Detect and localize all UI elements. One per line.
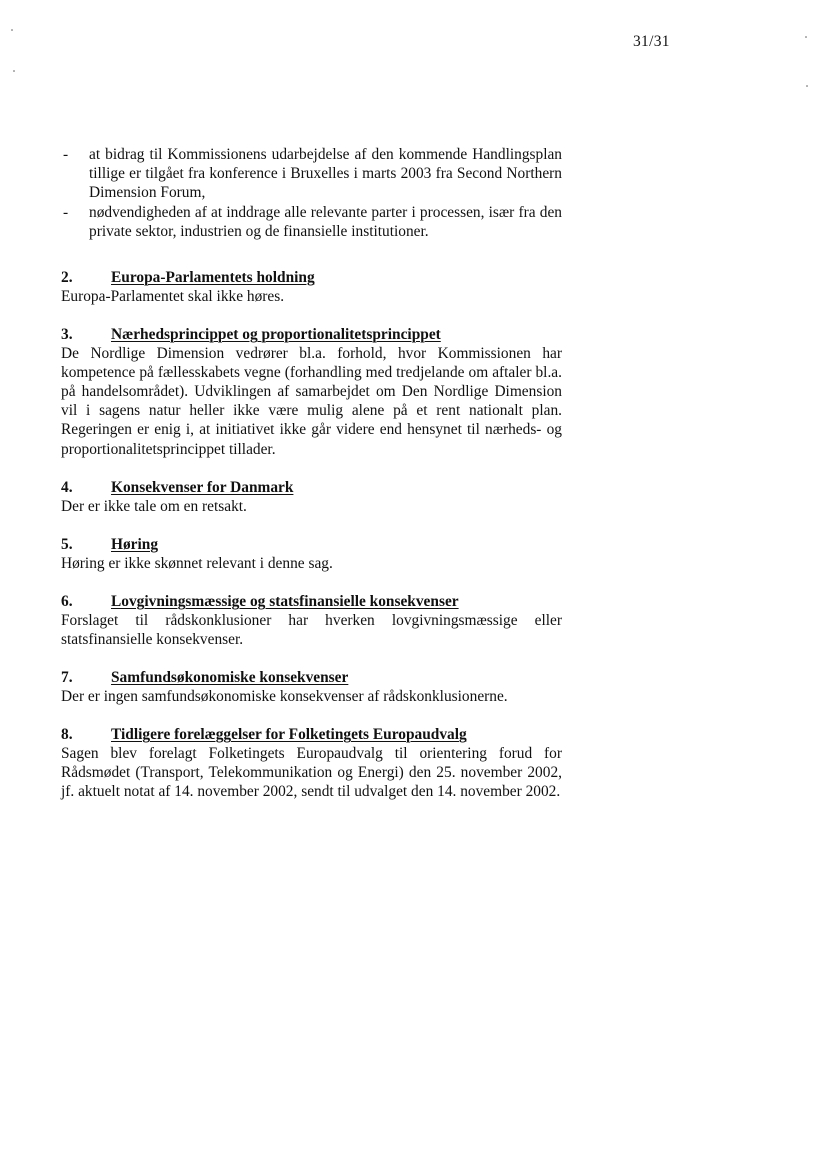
section-heading [61,478,562,497]
bullet-marker: - [63,146,69,163]
section-number: 5. [61,535,73,553]
scan-speck [806,85,808,87]
bullet-list [61,145,562,241]
section-naerhedsprincippet [61,325,562,459]
section-body: Der er ikke tale om en retsakt. [61,497,247,515]
scan-speck [11,29,13,31]
page-number: 31/31 [633,33,670,50]
section-heading [61,535,562,554]
section-heading [61,592,562,611]
section-tidligere-forelaeggelser [61,725,562,801]
list-item [61,145,562,203]
section-title: Samfundsøkonomiske konsekvenser [111,669,349,687]
section-body: Europa-Parlamentet skal ikke høres. [61,288,285,306]
section-number: 4. [61,478,73,496]
bullet-text: at bidrag til Kommissionens udarbejdelse af den kommende Handlingsplan tillige er tilgået fra konference i Bruxelles i marts 2003 fra Second Northern Dimension Forum, [89,146,562,202]
section-horing [61,535,562,573]
section-number: 3. [61,326,73,344]
bullet-text: nødvendigheden af at inddrage alle relevante parter i processen, især fra den private sektor, industrien og de finansielle institutioner. [89,203,562,240]
section-number: 6. [61,592,73,610]
section-number: 7. [61,669,73,687]
section-title: Lovgivningsmæssige og statsfinansielle konsekvenser [111,592,459,610]
section-title: Europa-Parlamentets holdning [111,269,315,287]
document-body [61,145,562,820]
section-samfundsokonomiske-konsekvenser [61,668,562,706]
bullet-marker: - [63,203,69,221]
scan-speck [13,70,15,72]
section-heading [61,268,562,287]
section-konsekvenser-for-danmark [61,478,562,516]
section-lovgivningsmaessige-konsekvenser [61,592,562,649]
section-number: 8. [61,726,73,744]
section-title: Nærhedsprincippet og proportionalitetsprincippet [111,326,441,344]
section-body: De Nordlige Dimension vedrører bl.a. forhold, hvor Kommissionen har kompetence på fællesskabets vegne (forhandling med tredjelande om aftaler bl.a. på handelsområdet). Udviklingen af samarbejdet om Den Nordlige Dimension vil i sagens natur heller ikke være mulig alene på et rent nationalt plan. Regeringen er enig i, at initiativet ikke går videre end hensynet til nærheds- og proportionalitetsprincippet tillader. [61,345,562,458]
section-title: Høring [111,535,159,553]
section-body: Sagen blev forelagt Folketingets Europaudvalg til orientering forud for Rådsmødet (Transport, Telekommunikation og Energi) den 25. november 2002, jf. aktuelt notat af 14. november 2002, sendt til udvalget den 14. november 2002. [61,745,562,801]
scan-speck [805,36,807,38]
section-europa-parlamentets-holdning [61,268,562,306]
section-title: Tidligere forelæggelser for Folketingets Europaudvalg [111,726,467,744]
section-heading [61,668,562,687]
section-body: Der er ingen samfundsøkonomiske konsekvenser af rådskonklusionerne. [61,688,508,706]
section-title: Konsekvenser for Danmark [111,478,294,496]
section-body: Høring er ikke skønnet relevant i denne sag. [61,554,333,572]
section-body: Forslaget til rådskonklusioner har hverken lovgivningsmæssige eller statsfinansielle konsekvenser. [61,611,562,648]
section-number: 2. [61,269,73,287]
list-item [61,203,562,241]
section-heading [61,325,562,344]
section-heading [61,725,562,744]
